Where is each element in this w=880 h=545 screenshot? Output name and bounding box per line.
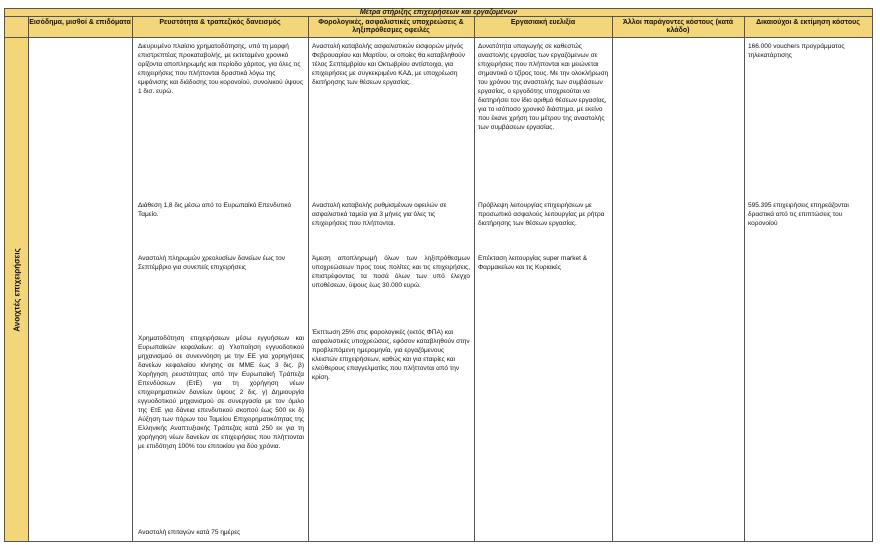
tax-item: Έκπτωση 25% στις φορολογικές (εκτός ΦΠΑ) και ασφαλιστικές υποχρεώσεις, εφόσον καταβληθούν στην προβλεπόμενη ημερομηνία, για εργαζόμενους κλειστών επιχειρήσεων, καθώς και για εταιρίες και ελεύθερους επαγγελματίες που πλήττονται από την κρίση. xyxy=(312,329,470,381)
beneficiaries-item: 166.000 vouchers προγράμματος τηλεκατάρτισης xyxy=(748,43,845,59)
flex-item: Δυνατότητα υπαγωγής σε καθεστώς αναστολής εργασίας των εργαζόμενων σε επιχειρήσεις που πλήττονται και μειώνεται σημαντικά ο τζίρος τους. Με την ολοκλήρωση του χρόνου της αναστολής των συμβάσεων εργασίας, ο εργοδότης υποχρεούται να διατηρήσει τον ίδιο αριθμό θέσεων εργασίας, για το ισόποσο χρονικό διάστημα, με εκείνο που έκανε χρήση του μέτρου της αναστολής των συμβάσεων εργασίας. xyxy=(478,43,609,131)
grid-line xyxy=(28,17,29,541)
tax-item: Αναστολή καταβολής ρυθμισμένων οφειλών σε ασφαλιστικά ταμεία για 3 μήνες για όλες τις επιχειρήσεις που πλήττονται. xyxy=(312,202,447,227)
header-corner xyxy=(5,17,28,38)
header-liquidity: Ρευστότητα & τραπεζικός δανεισμός xyxy=(132,17,308,38)
table-title: Μέτρα στήριξης επιχειρήσεων και εργαζομένων xyxy=(5,9,872,17)
row-label-text: Ανοιχτές επιχειρήσεις xyxy=(12,247,21,332)
row-label xyxy=(5,38,28,541)
liquidity-item: Αναστολή επιταγών κατά 75 ημέρες xyxy=(138,529,241,536)
grid-line xyxy=(474,17,475,541)
header-flex: Εργασιακή ευελιξία xyxy=(474,17,612,38)
header-income: Εισόδημα, μισθοί & επιδόματα xyxy=(28,17,132,38)
header-beneficiaries: Δικαιούχοι & εκτίμηση κόστους xyxy=(744,17,872,38)
grid-line xyxy=(132,17,133,541)
liquidity-item: Διάθεση 1,8 δις μέσω από το Ευρωπαϊκό Επενδυτικό Ταμείο. xyxy=(138,202,292,218)
liquidity-item: Αναστολή πληρωμών χρεολυσίων δανείων έως τον Σεπτέμβριο για συνεπείς επιχειρήσεις xyxy=(138,255,285,271)
flex-item: Επέκταση λειτουργίας super market & Φαρμακείων και τις Κυριακές xyxy=(478,255,588,271)
liquidity-item: Διευρυμένο πλαίσιο χρηματοδότησης, υπό τη μορφή επιστρεπτέας προκαταβολής, με εκτεταμένο χρονικό ορίζοντα αποπληρωμής και περίοδο χάριτος, για όλες τις επιχειρήσεις που πλήττονται δραστικά λόγω της εμφάνισης και διάδοσης του κορονοϊού, συνολικού ύψους 1 δισ. ευρώ. xyxy=(138,43,303,95)
header-other-costs: Άλλοι παράγοντες κόστους (κατά κλάδο) xyxy=(612,17,744,38)
flex-item: Πρόβλεψη λειτουργίας επιχειρήσεων με προσωπικό ασφαλούς λειτουργίας με ρήτρα διατήρησης των θέσεων εργασίας. xyxy=(478,202,605,227)
header-tax: Φορολογικές, ασφαλιστικές υποχρεώσεις & ληξιπρόθεσμες οφειλές xyxy=(308,17,474,38)
grid-line xyxy=(744,17,745,541)
beneficiaries-item: 595.395 επιχειρήσεις επηρεάζονται δραστικά από τις επιπτώσεις του κορονοϊού xyxy=(748,202,849,227)
tax-item: Άμεση αποπληρωμή όλων των ληξιπρόθεσμων υποχρεώσεων προς τους πολίτες και τις επιχειρήσεις, επιστρέφοντας τα ποσά όλων των υπό έλεγχο υποθέσεων, ύψους έως 30.000 ευρώ. xyxy=(312,255,470,289)
grid-line xyxy=(308,17,309,541)
liquidity-item: Χρηματοδότηση επιχειρήσεων μέσω εγγυήσεων και Ευρωπαϊκών κεφαλαίων: α) Υλοποίηση εγγυοδοτικού μηχανισμού σε συνεννόηση με την ΕΕ για χορηγήσεις δανείων κεφαλαίου κίνησης σε ΜΜΕ έως 3 δις. β) Χορήγηση ρευστότητας από την Ευρωπαϊκή Τράπεζα Επενδύσεων (ΕτΕ) για τη χορήγηση νέων επιχειρηματικών δανείων ύψους 2 δις. γ) Δημιουργία εγγυοδοτικού μηχανισμού σε συνεργασία με τον όμιλο της ΕτΕ για δάνεια επενδυτικού σκοπού έως 500 εκ δ) Αύξηση των πόρων του Ταμείου Επιχειρηματικότητας της Ελληνικής Αναπτυξιακής Τράπεζας κατά 250 εκ για τη χορήγηση νέων δανείων σε επιχειρήσεις που πλήττονται με επιδότηση 100% του επιτοκίου για δύο χρόνια. xyxy=(138,335,304,450)
tax-item: Αναστολή καταβολής ασφαλιστικών εισφορών μηνός Φεβρουαρίου και Μαρτίου, οι οποίες θα καταβληθούν τέλος Σεπτεμβρίου και Οκτωβρίου αντίστοιχα, για επιχειρήσεις με συγκεκριμένο ΚΑΔ, με υποχρέωση διατήρησης των θέσεων εργασίας. xyxy=(312,43,465,86)
grid-line xyxy=(612,17,613,541)
